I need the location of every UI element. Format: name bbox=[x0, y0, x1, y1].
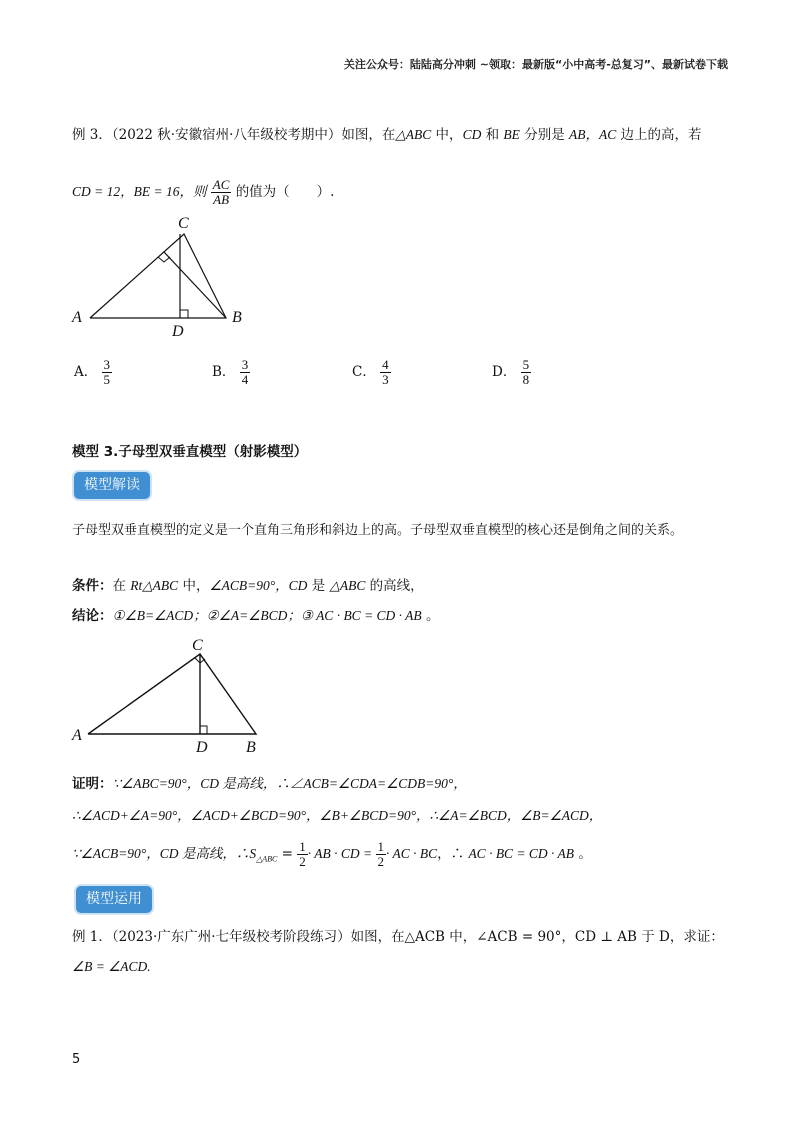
figure2-label-b: B bbox=[246, 739, 256, 756]
model-interpretation-badge: 模型解读 bbox=[74, 472, 150, 499]
proof-half-2 bbox=[376, 840, 387, 869]
option-a-label: A． bbox=[74, 364, 98, 380]
example3-cd: CD bbox=[462, 127, 482, 142]
proof-area-symbol: S bbox=[249, 846, 257, 861]
option-c[interactable] bbox=[352, 358, 391, 387]
option-a-den: 5 bbox=[103, 372, 111, 387]
example3-line2 bbox=[72, 178, 334, 207]
example3-be: BE bbox=[503, 127, 520, 142]
condition-angle: ∠ACB=90°， bbox=[209, 578, 289, 593]
option-b-den: 4 bbox=[241, 372, 249, 387]
proof-line1-text: ∵∠ABC=90°，CD 是高线，∴∠ACB=∠CDA=∠CDB=90°， bbox=[112, 776, 467, 791]
proof-area-subscript: △ABC bbox=[256, 854, 278, 864]
condition-label: 条件： bbox=[72, 578, 113, 594]
proof-line1 bbox=[72, 773, 467, 795]
example3-fraction bbox=[211, 178, 232, 207]
option-c-num: 4 bbox=[382, 357, 389, 372]
proof-line3-f: 。 bbox=[574, 846, 592, 862]
condition-cd: CD bbox=[288, 578, 308, 593]
proof-line3 bbox=[72, 840, 592, 871]
figure2-triangle bbox=[60, 632, 280, 760]
example1-line2: ∠B = ∠ACD. bbox=[72, 959, 151, 974]
example3-given: CD = 12，BE = 16，则 bbox=[72, 184, 207, 199]
example3-triangle: △ABC bbox=[395, 127, 432, 142]
option-c-label: C． bbox=[352, 364, 376, 380]
figure1-outline bbox=[90, 234, 226, 318]
option-d-num: 5 bbox=[522, 357, 530, 372]
figure2-label-a: A bbox=[72, 727, 82, 744]
fraction-denominator: AB bbox=[213, 192, 230, 207]
proof-half-2-num: 1 bbox=[377, 839, 384, 854]
option-a-fraction bbox=[102, 358, 113, 387]
example3-sides: AB，AC bbox=[569, 127, 617, 142]
example1-line1: 例 1．（2023·广东广州·七年级校考阶段练习）如图，在△ACB 中，∠ACB = 90°，CD ⊥ AB 于 D，求证： bbox=[72, 929, 724, 945]
option-c-den: 3 bbox=[382, 372, 389, 387]
figure1-label-c: C bbox=[178, 215, 189, 232]
conclusion-equation: AC · BC = CD · AB bbox=[316, 608, 422, 623]
proof-equals: = bbox=[277, 846, 298, 862]
option-d-den: 8 bbox=[522, 372, 530, 387]
figure1-right-angle-d bbox=[180, 310, 188, 318]
conclusion-label: 结论： bbox=[72, 608, 113, 624]
proof-line3-c: · AC · BC bbox=[386, 846, 438, 861]
option-b-num: 3 bbox=[241, 357, 249, 372]
definition-text: 子母型双垂直模型的定义是一个直角三角形和斜边上的高。子母型双垂直模型的核心还是倒角之间的关系。 bbox=[72, 523, 684, 538]
condition-text2: 中， bbox=[178, 578, 210, 594]
proof-half-1-den: 2 bbox=[299, 854, 306, 869]
example3-mid2: 分别是 bbox=[519, 127, 570, 143]
option-c-fraction bbox=[380, 358, 391, 387]
figure1-label-d: D bbox=[172, 323, 184, 340]
example3-question: 的值为（ ）. bbox=[235, 184, 335, 200]
example3-prefix: 例 3．（2022 秋·安徽宿州·八年级校考期中）如图，在 bbox=[72, 127, 396, 143]
proof-line3-e: AC · BC = CD · AB bbox=[468, 846, 575, 861]
option-b[interactable] bbox=[212, 358, 250, 387]
figure2-right-angle-d bbox=[200, 726, 207, 734]
proof-line3-b: · AB · CD = bbox=[307, 846, 376, 861]
figure1-right-angle-e bbox=[158, 257, 170, 262]
option-b-label: B． bbox=[212, 364, 236, 380]
page-header: 关注公众号：陆陆高分冲刺 ~领取：最新版“小中高考-总复习”、最新试卷下载 bbox=[343, 58, 728, 71]
proof-half-1-num: 1 bbox=[299, 839, 306, 854]
model-application-badge: 模型运用 bbox=[76, 886, 152, 913]
conclusion-line bbox=[72, 605, 439, 627]
proof-half-2-den: 2 bbox=[377, 854, 384, 869]
fraction-numerator: AC bbox=[212, 177, 230, 192]
proof-line2-text: ∴∠ACD+∠A=90°，∠ACD+∠BCD=90°，∠B+∠BCD=90°，∴∠A=∠BCD，∠B=∠ACD， bbox=[72, 808, 603, 823]
option-b-fraction bbox=[240, 358, 251, 387]
example3-mid: 中， bbox=[431, 127, 463, 143]
option-d-label: D． bbox=[492, 364, 517, 380]
model3-title: 模型 3.子母型双垂直模型（射影模型） bbox=[72, 444, 308, 460]
condition-tri: △ABC bbox=[329, 578, 366, 593]
proof-line3-a: ∵∠ACB=90°，CD 是高线，∴ bbox=[72, 846, 250, 861]
proof-line2 bbox=[72, 805, 602, 827]
conclusion-text: ①∠B=∠ACD；②∠A=∠BCD；③ bbox=[112, 608, 317, 623]
conclusion-end: 。 bbox=[421, 608, 440, 624]
proof-label: 证明： bbox=[72, 776, 113, 792]
figure2-label-d: D bbox=[196, 739, 208, 756]
option-d-fraction bbox=[521, 358, 532, 387]
figure1-label-b: B bbox=[232, 309, 242, 326]
option-d[interactable] bbox=[492, 358, 531, 387]
condition-rt: Rt△ABC bbox=[130, 578, 179, 593]
proof-line3-d: ，∴ bbox=[437, 846, 469, 862]
example3-suffix: 边上的高，若 bbox=[616, 127, 702, 143]
figure1-altitude-be bbox=[164, 252, 226, 318]
condition-text4: 的高线， bbox=[365, 578, 424, 594]
figure1-triangle bbox=[60, 212, 280, 342]
option-a[interactable] bbox=[74, 358, 112, 387]
figure2-label-c: C bbox=[192, 637, 203, 654]
figure1-label-a: A bbox=[72, 309, 82, 326]
page-number: 5 bbox=[72, 1052, 81, 1067]
option-a-num: 3 bbox=[103, 357, 111, 372]
example3-and: 和 bbox=[481, 127, 504, 143]
condition-text1: 在 bbox=[112, 578, 131, 594]
condition-line bbox=[72, 575, 424, 597]
example3-line1 bbox=[72, 124, 702, 146]
condition-text3: 是 bbox=[307, 578, 330, 594]
proof-half-1 bbox=[297, 840, 308, 869]
figure2-outline bbox=[88, 654, 256, 734]
